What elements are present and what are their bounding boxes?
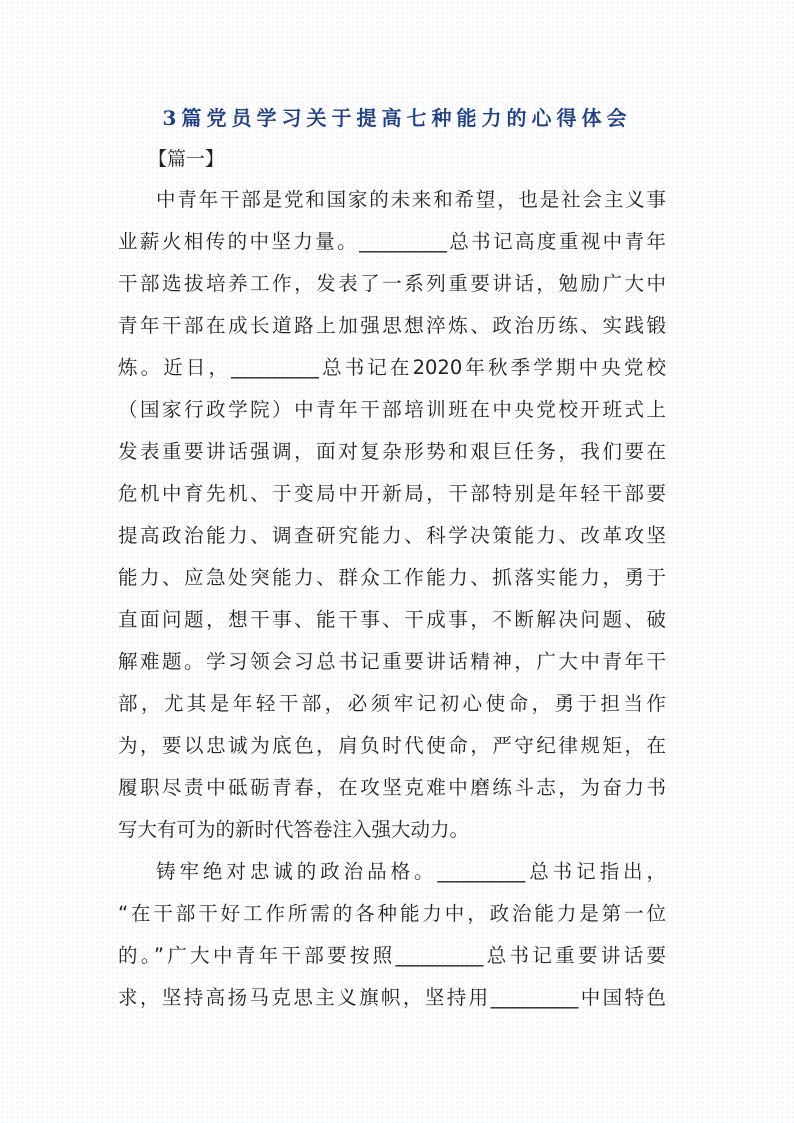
paragraph-line: 提高政治能力、调查研究能力、科学决策能力、改革攻坚 (118, 524, 666, 547)
paragraph-line: “在干部干好工作所需的各种能力中，政治能力是第一位 (118, 902, 666, 925)
paragraph-line: 的。”广大中青年干部要按照_________总书记重要讲话要 (118, 944, 666, 967)
paragraph-line: 求，坚持高扬马克思主义旗帜，坚持用_________中国特色 (118, 986, 666, 1009)
paragraph-line: 业薪火相传的中坚力量。_________总书记高度重视中青年 (118, 230, 666, 253)
paragraph-line: 发表重要讲话强调，面对复杂形势和艰巨任务，我们要在 (118, 440, 666, 463)
paragraph-line: （国家行政学院）中青年干部培训班在中央党校开班式上 (118, 398, 666, 421)
paragraph-line: 干部选拔培养工作，发表了一系列重要讲话，勉励广大中 (118, 272, 666, 295)
paragraph-line: 危机中育先机、于变局中开新局，干部特别是年轻干部要 (118, 482, 666, 505)
paragraph-line: 为，要以忠诚为底色，肩负时代使命，严守纪律规矩，在 (118, 734, 666, 757)
paragraph-line: 解难题。学习领会习总书记重要讲话精神，广大中青年干 (118, 650, 666, 673)
paragraph-line: 部，尤其是年轻干部，必须牢记初心使命，勇于担当作 (118, 692, 666, 715)
paragraph-line: 青年干部在成长道路上加强思想淬炼、政治历练、实践锻 (118, 314, 666, 337)
paragraph-line: 直面问题，想干事、能干事、干成事，不断解决问题、破 (118, 608, 666, 631)
paragraph-line: 能力、应急处突能力、群众工作能力、抓落实能力，勇于 (118, 566, 666, 589)
paragraph-line: 中青年干部是党和国家的未来和希望，也是社会主义事 (156, 188, 666, 211)
document-title: 3篇党员学习关于提高七种能力的心得体会 (162, 106, 632, 130)
section-label: 【篇一】 (148, 148, 225, 170)
paragraph-line: 炼。近日，_________总书记在2020年秋季学期中央党校 (118, 356, 666, 379)
paragraph-line: 写大有可为的新时代答卷注入强大动力。 (118, 818, 470, 841)
paragraph-line: 铸牢绝对忠诚的政治品格。_________总书记指出， (156, 860, 666, 883)
paragraph-line: 履职尽责中砥砺青春，在攻坚克难中磨练斗志，为奋力书 (118, 776, 666, 799)
